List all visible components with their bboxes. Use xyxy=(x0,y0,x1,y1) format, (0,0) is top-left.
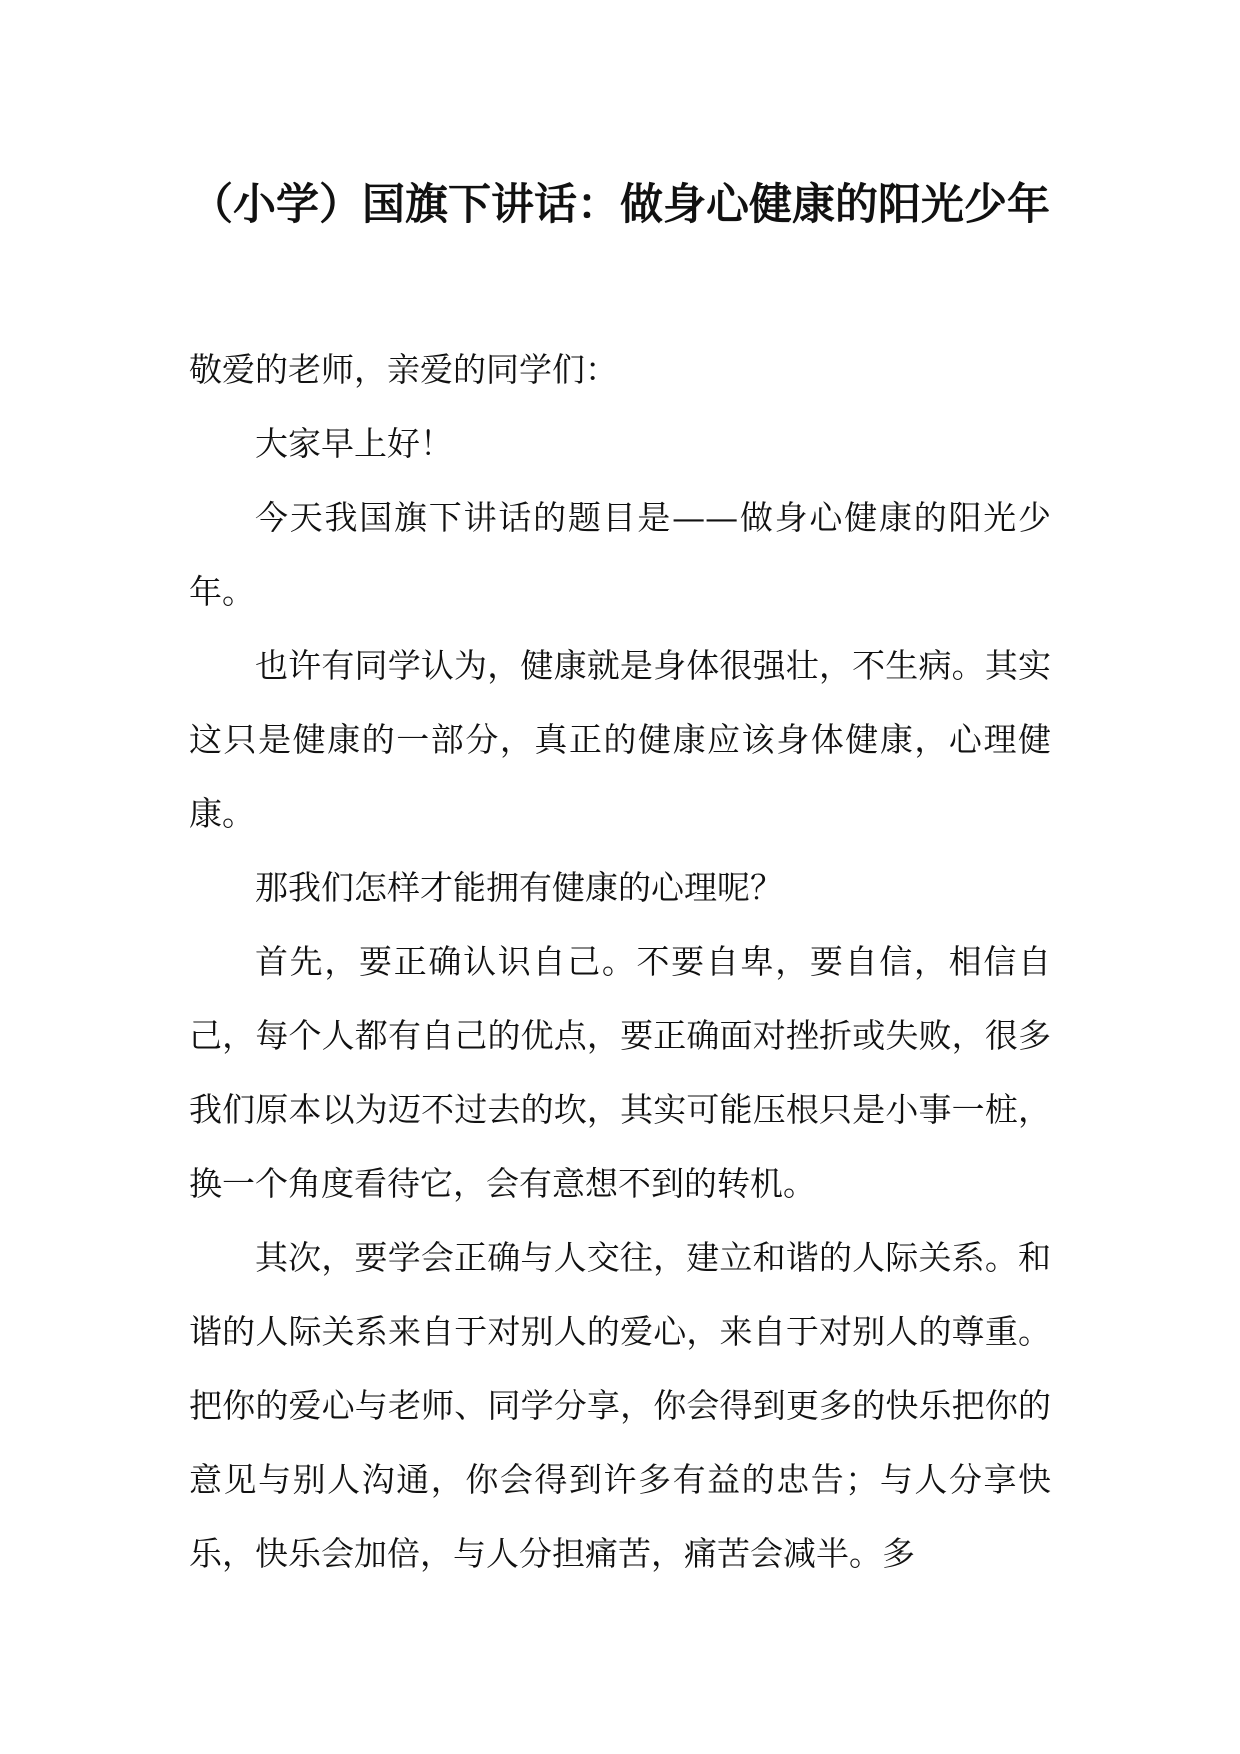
salutation-paragraph: 敬爱的老师，亲爱的同学们： xyxy=(189,350,618,389)
first-point-paragraph: 首先，要正确认识自己。不要自卑，要自信，相信自己，每个人都有自己的优点，要正确面对挫折或失败，很多我们原本以为迈不过去的坎，其实可能压根只是小事一桩，换一个角度看待它，会有意想不到的转机。 xyxy=(189,942,1051,1203)
question-paragraph: 那我们怎样才能拥有健康的心理呢？ xyxy=(255,868,783,907)
second-point-paragraph: 其次，要学会正确与人交往，建立和谐的人际关系。和谐的人际关系来自于对别人的爱心，来自于对别人的尊重。把你的爱心与老师、同学分享，你会得到更多的快乐把你的意见与别人沟通，你会得到许多有益的忠告；与人分享快乐，快乐会加倍，与人分担痛苦，痛苦会减半。多 xyxy=(189,1238,1051,1573)
document-body xyxy=(189,333,1051,1591)
health-definition-paragraph: 也许有同学认为，健康就是身体很强壮，不生病。其实这只是健康的一部分，真正的健康应该身体健康，心理健康。 xyxy=(189,646,1051,833)
topic-paragraph: 今天我国旗下讲话的题目是——做身心健康的阳光少年。 xyxy=(189,498,1051,611)
document-title: （小学）国旗下讲话：做身心健康的阳光少年 xyxy=(190,180,1050,230)
greeting-paragraph: 大家早上好！ xyxy=(255,424,453,463)
